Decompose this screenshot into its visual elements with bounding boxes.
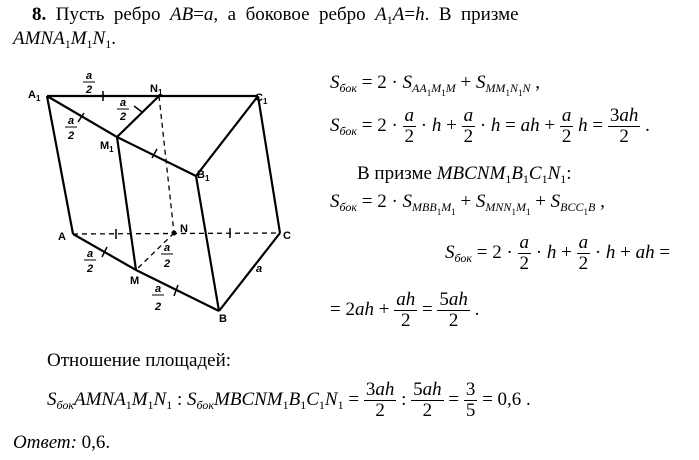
formula-2: $S_{бок} = 2$ · $\frac{a}{2}$ · h + $\frac{a}{2}$ · h = ah + $\frac{a}{2}$ h = $\frac{3ah}{2}$ . [330,105,650,147]
formula-4: $S_{бок} = 2$ · $\frac{a}{2}$ · h + $\frac{a}{2}$ · h + ah = [445,232,671,274]
svg-text:a: a [154,283,162,295]
svg-text:2: 2 [86,263,94,275]
ratio-expression: $S_{бок}AMNA_1M_1N_1$ : $S_{бок}MBCNM_1B_1C_1N_1$ = $\frac{3ah}{2}$ : $\frac{5ah}{2}$ = $\frac{3}{5}$ = 0,6 . [47,379,531,421]
svg-text:a: a [163,242,171,254]
formula-1: $S_{бок} = 2 \cdot S_{AA_1M_1M} + S_{MM_1N_1N}$ , [330,72,540,98]
svg-text:2: 2 [119,111,127,123]
svg-text:N1: $N_1$ [150,83,163,97]
svg-text:a: a [85,70,93,82]
svg-text:a: a [119,97,127,109]
prism2-intro: В призме $MBCNM_1B_1C_1N_1$: [357,163,572,186]
svg-text:N: N [180,223,188,235]
answer [13,432,110,454]
edge-m-b [136,270,219,311]
svg-text:B1: $B_1$ [197,169,210,183]
ratio-heading: Отношение площадей: [47,350,232,371]
edge-m1-b1 [117,137,196,176]
svg-text:a: a [255,263,263,275]
answer-value: 0,6. [81,432,111,453]
hidden-edge-a-c [73,233,280,234]
point-n [172,231,177,236]
svg-text:2: 2 [154,301,162,313]
svg-text:C1: $C_1$ [255,92,268,106]
svg-text:2: 2 [85,84,93,96]
svg-text:A1: $A_1$ [28,89,41,103]
prism-figure [0,70,310,330]
svg-text:M: M [130,275,140,287]
edge-b-c [219,233,280,311]
edge-m1-m [117,137,136,270]
formula-5: = 2ah + $\frac{ah}{2}$ = $\frac{5ah}{2}$ . [330,289,480,331]
edge-c1-c [258,96,280,233]
problem-statement: 8. Пусть ребро AB=a, а боковое ребро $A_1A=h$. В призме [32,4,519,27]
svg-text:2: 2 [163,258,171,270]
svg-text:M1: $M_1$ [100,140,114,154]
edge-c1-b1 [196,96,258,176]
svg-text:A: A [58,231,66,243]
svg-text:C: C [283,230,291,242]
problem-number: 8. [32,4,47,25]
svg-text:a: a [67,115,75,127]
svg-text:2: 2 [67,130,75,142]
answer-label: Ответ: [13,432,77,453]
edge-b1-b [196,176,219,311]
formula-3: $S_{бок} = 2 \cdot S_{MBB_1M_1} + S_{MNN_1M_1} + S_{BCC_1B}$ , [330,191,605,217]
svg-text:a: a [86,248,94,260]
svg-text:B: B [219,313,227,325]
problem-statement-cont: $AMNA_1M_1N_1$. [13,28,116,51]
